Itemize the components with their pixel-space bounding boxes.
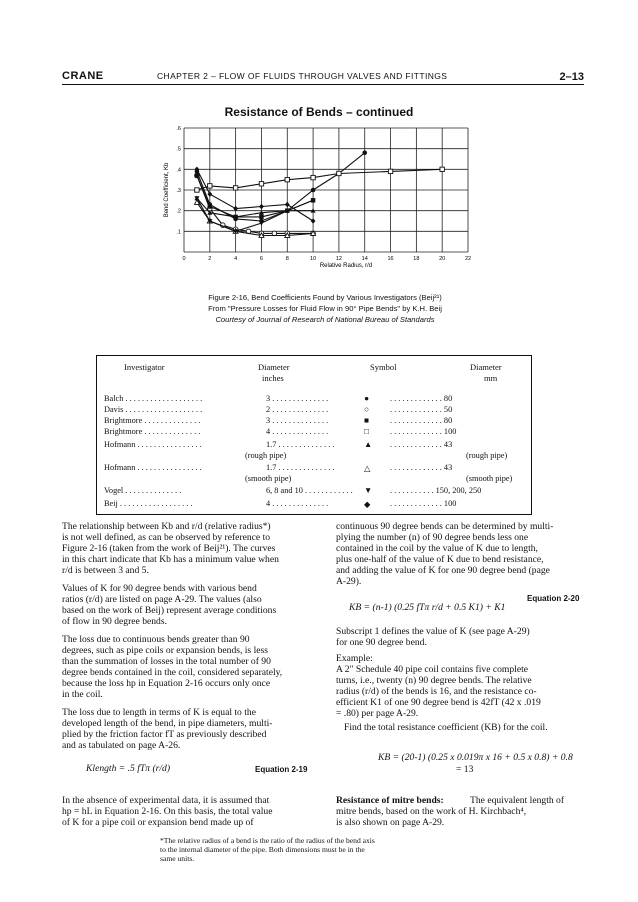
point-brightmore-4 — [233, 186, 237, 190]
table-cell-inv: Davis . . . . . . . . . . . . . . . . . . . — [104, 405, 203, 414]
point-brightmore-4 — [440, 167, 444, 171]
y-axis-label: Bend Coefficient, Kb — [164, 162, 170, 218]
bend-coefficient-chart — [160, 120, 480, 280]
table-cell-inv: Beij . . . . . . . . . . . . . . . . . . — [104, 499, 193, 508]
paragraph: plus one-half of the value of K due to bend resistance, — [336, 554, 544, 565]
y-tick-label: .4 — [176, 167, 181, 174]
calculation-result: = 13 — [456, 764, 474, 775]
point-beij — [259, 204, 264, 210]
col-mm: mm — [484, 373, 498, 383]
point-brightmore-4 — [208, 184, 212, 188]
table-cell-mm: . . . . . . . . . . . . . 100 — [390, 499, 457, 508]
x-tick-label: 14 — [361, 256, 368, 262]
table-cell-sym: ● — [364, 394, 370, 403]
page-number: 2–13 — [559, 71, 584, 83]
equation-label: Equation 2-20 — [527, 594, 580, 603]
table-row — [104, 486, 524, 496]
paragraph: developed length of the bend, in pipe diameters, multi- — [62, 718, 273, 729]
equation-2-20: KB = (n-1) (0.25 fTπ r/d + 0.5 K1) + K1 — [349, 602, 506, 613]
equation-2-19: Klength = .5 fTπ (r/d) — [86, 763, 171, 774]
table-cell-sym: △ — [364, 464, 371, 473]
point-brightmore-3 — [208, 204, 212, 208]
rough-note-mm: (rough pipe) — [466, 451, 508, 460]
paragraph: Find the total resistance coefficient (KB) for the coil. — [344, 722, 548, 733]
point-brightmore-3 — [195, 173, 199, 177]
col-investigator: Investigator — [124, 362, 165, 372]
x-tick-label: 16 — [387, 256, 394, 262]
point-balch — [311, 188, 316, 193]
paragraph: degree bends contained in the coil, considered separately, — [62, 667, 283, 678]
table-cell-inv: Brightmore . . . . . . . . . . . . . . — [104, 416, 201, 425]
paragraph: and as tabulated on page A-26. — [62, 740, 181, 751]
header-brand: CRANE — [62, 70, 104, 82]
paragraph: based on the work of Beij) represent average conditions — [62, 605, 277, 616]
x-tick-label: 18 — [413, 256, 420, 262]
table-row — [104, 416, 524, 426]
paragraph: of K for a pipe coil or expansion bend made up of — [62, 817, 254, 828]
col-diameter-mm: Diameter — [470, 362, 502, 372]
equation-label: Equation 2-19 — [255, 765, 308, 774]
point-beij — [285, 202, 290, 208]
table-row — [104, 463, 524, 473]
paragraph: is not well defined, as can be observed by reference to — [62, 532, 271, 543]
table-row — [104, 394, 524, 404]
paragraph: Figure 2-16 (taken from the work of Beij²¹). The curves — [62, 543, 276, 554]
table-row — [104, 427, 524, 437]
table-cell-sym: ■ — [364, 416, 370, 425]
y-tick-label: .2 — [176, 208, 181, 215]
footnote-line: *The relative radius of a bend is the ratio of the radius of the bend axis — [160, 836, 375, 845]
paragraph: hp = hL in Equation 2-16. On this basis, the total value — [62, 806, 273, 817]
y-tick-label: .5 — [176, 146, 181, 153]
paragraph: The loss due to continuous bends greater than 90 — [62, 634, 250, 645]
table-cell-mm: . . . . . . . . . . . . . 43 — [390, 463, 453, 472]
table-cell-in: 3 . . . . . . . . . . . . . . — [266, 416, 329, 425]
example-heading: Example: — [336, 653, 373, 664]
table-cell-sym: ◆ — [364, 500, 371, 509]
paragraph: A 2" Schedule 40 pipe coil contains five complete — [336, 664, 529, 675]
table-cell-mm: . . . . . . . . . . . . . 80 — [390, 416, 453, 425]
paragraph: The equivalent length of — [470, 795, 565, 806]
header-chapter: CHAPTER 2 – FLOW OF FLUIDS THROUGH VALVES AND FITTINGS — [157, 71, 448, 81]
table-cell-mm: . . . . . . . . . . . . . 43 — [390, 440, 453, 449]
table-cell-mm: . . . . . . . . . . . . . 80 — [390, 394, 453, 403]
x-tick-label: 12 — [335, 256, 342, 262]
table-cell-sym: □ — [364, 427, 370, 436]
footnote — [160, 836, 490, 863]
x-tick-label: 0 — [182, 256, 186, 262]
mitre-heading: Resistance of mitre bends: — [336, 795, 444, 806]
table-row — [104, 499, 524, 509]
table-cell-inv: Vogel . . . . . . . . . . . . . . — [104, 486, 182, 495]
paragraph: of flow in 90 degree bends. — [62, 616, 167, 627]
rough-note-in: (rough pipe) — [245, 451, 287, 460]
paragraph: Subscript 1 defines the value of K (see page A-29) — [336, 626, 530, 637]
figure-credit: Courtesy of Journal of Research of National Bureau of Standards — [215, 315, 435, 324]
footnote-line: to the internal diameter of the pipe. Both dimensions must be in the — [160, 845, 365, 854]
col-diameter-in: Diameter — [258, 362, 290, 372]
figure-caption: Figure 2-16, Bend Coefficients Found by Various Investigators (Beij²¹) — [208, 293, 442, 302]
table-cell-in: 4 . . . . . . . . . . . . . . — [266, 427, 329, 436]
x-tick-label: 6 — [259, 256, 263, 262]
table-cell-in: 1.7 . . . . . . . . . . . . . . — [266, 463, 335, 472]
smooth-note-in: (smooth pipe) — [245, 474, 292, 483]
paragraph: plied by the friction factor fT as previously described — [62, 729, 267, 740]
x-tick-label: 10 — [310, 256, 317, 262]
point-brightmore-4 — [311, 175, 315, 179]
paragraph: degrees, such as pipe coils or expansion bends, is less — [62, 645, 268, 656]
paragraph: efficient K1 of one 90 degree bend is 42fT (42 x .019 — [336, 697, 541, 708]
paragraph: continuous 90 degree bends can be determined by multi- — [336, 521, 554, 532]
col-symbol: Symbol — [370, 362, 397, 372]
paragraph: radius (r/d) of the bends is 16, and the resistance co- — [336, 686, 537, 697]
paragraph: r/d is between 3 and 5. — [62, 565, 149, 576]
paragraph: In the absence of experimental data, it is assumed that — [62, 795, 270, 806]
x-tick-label: 4 — [234, 256, 238, 262]
paragraph: turns, i.e., twenty (n) 90 degree bends. The relative — [336, 675, 532, 686]
x-tick-label: 8 — [285, 256, 289, 262]
table-row — [104, 405, 524, 415]
paragraph: is also shown on page A-29. — [336, 817, 445, 828]
table-cell-in: 2 . . . . . . . . . . . . . . — [266, 405, 329, 414]
table-row — [104, 440, 524, 450]
col-inches: inches — [262, 373, 284, 383]
paragraph: in this chart indicate that Kb has a minimum value when — [62, 554, 279, 565]
table-cell-sym: ▼ — [364, 486, 373, 495]
page-header — [62, 70, 584, 85]
point-beij — [207, 191, 212, 197]
table-cell-in: 4 . . . . . . . . . . . . . . — [266, 499, 329, 508]
y-tick-label: .6 — [176, 126, 181, 132]
x-tick-label: 2 — [208, 256, 212, 262]
point-beij — [311, 218, 316, 224]
paragraph: contained in the coil by the value of K due to length, — [336, 543, 538, 554]
paragraph: and adding the value of K for one 90 degree bend (page — [336, 565, 550, 576]
point-brightmore-4 — [388, 169, 392, 173]
calculation: KB = (20-1) (0.25 x 0.019π x 16 + 0.5 x 0.8) + 0.8 — [378, 752, 573, 763]
table-cell-inv: Balch . . . . . . . . . . . . . . . . . . . — [104, 394, 203, 403]
point-brightmore-3 — [259, 215, 263, 219]
point-balch — [362, 151, 367, 156]
paragraph: because the loss hp in Equation 2-16 occurs only once — [62, 678, 271, 689]
table-cell-in: 3 . . . . . . . . . . . . . . — [266, 394, 329, 403]
section-title: Resistance of Bends – continued — [224, 105, 414, 119]
paragraph: Values of K for 90 degree bends with various bend — [62, 583, 257, 594]
paragraph: ratios (r/d) are listed on page A-29. The values (also — [62, 594, 262, 605]
x-tick-label: 22 — [464, 256, 472, 262]
paragraph: The relationship between Kb and r/d (relative radius*) — [62, 521, 271, 532]
paragraph: in the coil. — [62, 689, 103, 700]
table-cell-sym: ▲ — [364, 440, 373, 449]
y-tick-label: .1 — [176, 229, 181, 236]
paragraph: mitre bends, based on the work of H. Kirchbach⁴, — [336, 806, 527, 817]
table-cell-mm: . . . . . . . . . . . 150, 200, 250 — [390, 486, 482, 495]
paragraph: plying the number (n) of 90 degree bends less one — [336, 532, 529, 543]
point-brightmore-4 — [259, 182, 263, 186]
point-brightmore-4 — [285, 177, 289, 181]
paragraph: = .80) per page A-29. — [336, 708, 419, 719]
x-tick-label: 20 — [439, 256, 446, 262]
table-cell-inv: Brightmore . . . . . . . . . . . . . . — [104, 427, 201, 436]
paragraph: A-29). — [336, 576, 362, 587]
paragraph: for one 90 degree bend. — [336, 637, 427, 648]
paragraph: than the summation of losses in the total number of 90 — [62, 656, 271, 667]
table-cell-inv: Hofmann . . . . . . . . . . . . . . . . — [104, 463, 202, 472]
point-brightmore-4 — [195, 188, 199, 192]
smooth-note-mm: (smooth pipe) — [466, 474, 513, 483]
table-cell-in: 1.7 . . . . . . . . . . . . . . — [266, 440, 335, 449]
footnote-line: same units. — [160, 854, 195, 863]
table-cell-in: 6, 8 and 10 . . . . . . . . . . . . — [266, 486, 353, 495]
table-cell-inv: Hofmann . . . . . . . . . . . . . . . . — [104, 440, 202, 449]
figure-source: From "Pressure Losses for Fluid Flow in 90° Pipe Bends" by K.H. Beij — [208, 304, 442, 313]
paragraph: The loss due to length in terms of K is equal to the — [62, 707, 256, 718]
table-cell-mm: . . . . . . . . . . . . . 100 — [390, 427, 457, 436]
table-cell-sym: ○ — [364, 405, 370, 414]
table-cell-mm: . . . . . . . . . . . . . 50 — [390, 405, 453, 414]
y-tick-label: .3 — [176, 188, 181, 194]
point-brightmore-4 — [337, 171, 341, 175]
x-axis-label: Relative Radius, r/d — [319, 263, 373, 269]
